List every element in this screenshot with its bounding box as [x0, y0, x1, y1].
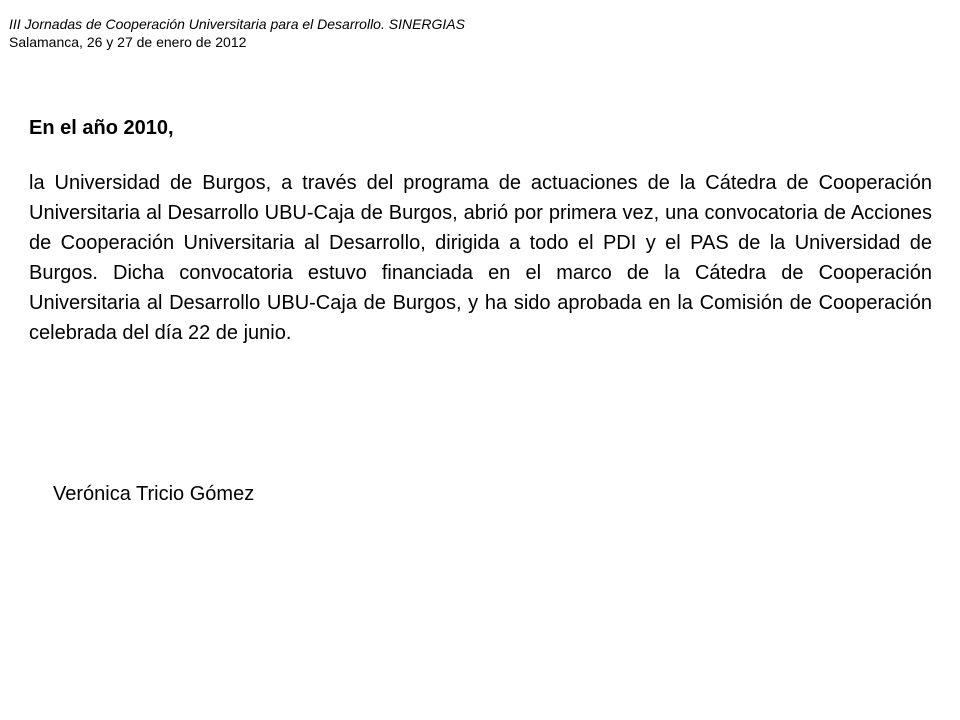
section-heading: En el año 2010, [29, 117, 174, 139]
body-paragraph: la Universidad de Burgos, a través del programa de actuaciones de la Cátedra de Cooperación Universitaria al Desarrollo UBU-Caja de Burgos, abrió por primera vez, una convocatoria de Acciones de Cooperación Universitaria al Desarrollo, dirigida a todo el PDI y el PAS de la Universidad de Burgos. Dicha convocatoria estuvo financiada en el marco de la Cátedra de Cooperación Universitaria al Desarrollo UBU-Caja de Burgos, y ha sido aprobada en la Comisión de Cooperación celebrada del día 22 de junio. [29, 172, 932, 344]
event-title: III Jornadas de Cooperación Universitaria para el Desarrollo. SINERGIAS [9, 16, 465, 32]
slide-header [9, 15, 709, 51]
event-place-date: Salamanca, 26 y 27 de enero de 2012 [9, 34, 247, 50]
author-signature: Verónica Tricio Gómez [53, 483, 255, 505]
